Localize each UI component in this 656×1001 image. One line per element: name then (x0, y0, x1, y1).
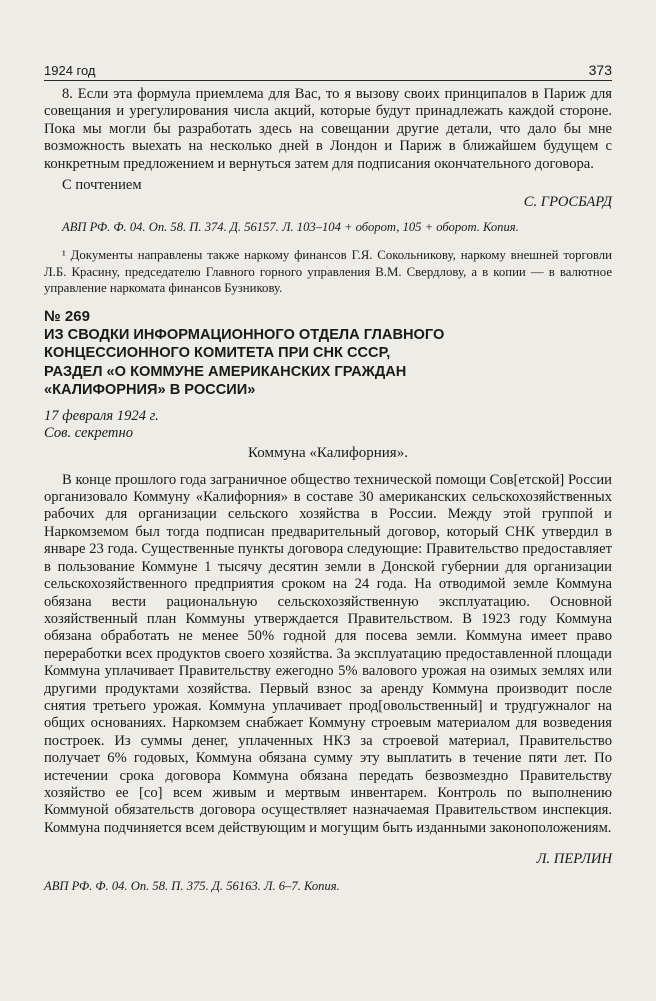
archive-reference-2: АВП РФ. Ф. 04. Оп. 58. П. 375. Д. 56163. Л. 6–7. Копия. (44, 879, 340, 894)
letter-paragraph-8: 8. Если эта формула приемлема для Вас, то я вызову своих принципалов в Париж для совещания и урегулирования числа акций, которые будут принадлежать каждой стороне. Пока мы могли бы разработать здесь на совещании другие детали, что дало бы мне возможность выехать на несколько дней в Лондон и Париж в ближайшем будущем с конкретным предложением и вернуться затем для подписания окончательного договора. (44, 86, 612, 172)
document-title-line: РАЗДЕЛ «О КОММУНЕ АМЕРИКАНСКИХ ГРАЖДАН (44, 363, 407, 380)
signature-grosbard: С. ГРОСБАРД (523, 194, 612, 211)
document-date: 17 февраля 1924 г. (44, 407, 159, 424)
document-title-line: КОНЦЕССИОННОГО КОМИТЕТА ПРИ СНК СССР, (44, 345, 391, 362)
document-number: № 269 (44, 308, 90, 326)
page-content (44, 86, 612, 894)
document-classification: Сов. секретно (44, 424, 134, 441)
document-subheading: Коммуна «Калифорния». (248, 444, 408, 461)
letter-closing: С почтением (62, 177, 142, 194)
document-title-line: «КАЛИФОРНИЯ» В РОССИИ» (44, 382, 256, 399)
running-header-year: 1924 год (44, 63, 96, 78)
signature-perlin: Л. ПЕРЛИН (536, 851, 612, 868)
page-number: 373 (588, 62, 612, 78)
running-header (44, 58, 612, 81)
document-body: В конце прошлого года заграничное общество технической помощи Сов[етской] России организовало Коммуну «Калифорния» в составе 30 американских сельскохозяйственных рабочих для организации сельского хозяйства в России. Между этой группой и Наркомземом был тогда подписан предварительный договор, который СНК утвердил в январе 23 года. Существенные пункты договора следующие: Правительство предоставляет в пользование Коммуне 1 тысячу десятин земли в Донской губернии для организации сельскохозяйственного предприятия сроком на 24 года. На отводимой земле Коммуна обязана вести рациональную сельскохозяйственную эксплуатацию. Основной хозяйственный план Коммуны утверждается Правительством. В 1923 году Коммуна обязана обработать не менее 50% годной для посева земли. Коммуна имеет право переработки всех продуктов своего хозяйства. За эксплуатацию предоставленной площади Коммуна уплачивает Правительству ежегодно 5% валового урожая на озимых землях или другими продуктами хозяйства. Первый взнос за аренду Коммуна производит после снятия третьего урожая. Коммуна уплачивает прод[овольственный] и трудгужналог на общих основаниях. Наркомзем снабжает Коммуну строевым материалом для возведения построек. Из суммы денег, уплаченных НКЗ за строевой материал, Правительство получает 6% годовых, Коммуна обязана сумму эту выплатить в течение пяти лет. По истечении срока договора Коммуна обязана передать безвозмездно Правительству хозяйство ее [со] всем живым и мертвым инвентарем. Контроль по выполнению Коммуной обязательств договора осуществляет назначаемая Правительством инспекция. Коммуна подчиняется всем действующим и могущим быть изданными законоположениям. (44, 471, 612, 836)
document-title (44, 326, 612, 400)
footnote-1: ¹ Документы направлены также наркому финансов Г.Я. Сокольникову, наркому внешней торговли Л.Б. Красину, председателю Главного горного управления В.М. Свердлову, а в копии — в валютное управление наркомата финансов Бузникову. (44, 248, 612, 295)
document-title-line: ИЗ СВОДКИ ИНФОРМАЦИОННОГО ОТДЕЛА ГЛАВНОГО (44, 327, 445, 344)
archive-reference-1: АВП РФ. Ф. 04. Оп. 58. П. 374. Д. 56157. Л. 103–104 + оборот, 105 + оборот. Копия. (62, 220, 519, 235)
